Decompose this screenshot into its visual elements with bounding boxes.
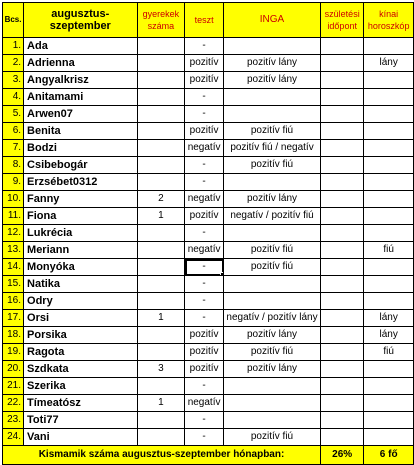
name-cell[interactable]: Natika — [24, 276, 137, 293]
test-cell[interactable]: pozitív — [185, 123, 224, 140]
horoscope-cell[interactable]: lány — [364, 55, 414, 72]
kids-cell[interactable] — [137, 140, 185, 157]
test-cell[interactable]: - — [185, 157, 224, 174]
header-test[interactable]: teszt — [185, 3, 224, 38]
kids-cell[interactable] — [137, 174, 185, 191]
horoscope-cell[interactable] — [364, 89, 414, 106]
name-cell[interactable]: Szdkata — [24, 361, 137, 378]
kids-cell[interactable] — [137, 378, 185, 395]
table-row — [3, 191, 414, 208]
table-row — [3, 225, 414, 242]
birth-cell[interactable] — [321, 276, 364, 293]
kids-cell[interactable] — [137, 293, 185, 310]
row-number[interactable]: 5. — [3, 106, 24, 123]
table-row — [3, 157, 414, 174]
row-number[interactable]: 2. — [3, 55, 24, 72]
header-number[interactable]: Bcs. — [3, 3, 24, 38]
footer-row — [3, 446, 414, 465]
birth-cell[interactable] — [321, 293, 364, 310]
inga-cell[interactable]: pozitív fiú / negatív — [224, 140, 321, 157]
horoscope-cell[interactable] — [364, 157, 414, 174]
table-row — [3, 429, 414, 446]
test-cell[interactable]: - — [185, 225, 224, 242]
table-row — [3, 140, 414, 157]
name-cell[interactable]: Erzsébet0312 — [24, 174, 137, 191]
inga-cell[interactable] — [224, 38, 321, 55]
table-row — [3, 55, 414, 72]
inga-cell[interactable] — [224, 225, 321, 242]
test-cell[interactable]: negatív — [185, 395, 224, 412]
name-cell[interactable]: Lukrécia — [24, 225, 137, 242]
row-number[interactable]: 15. — [3, 276, 24, 293]
row-number[interactable]: 20. — [3, 361, 24, 378]
kids-cell[interactable] — [137, 72, 185, 89]
birth-cell[interactable] — [321, 157, 364, 174]
birth-cell[interactable] — [321, 310, 364, 327]
kids-cell[interactable] — [137, 412, 185, 429]
name-cell[interactable]: Vani — [24, 429, 137, 446]
inga-cell[interactable]: negatív / pozitív lány — [224, 310, 321, 327]
table-row — [3, 344, 414, 361]
test-cell[interactable]: - — [185, 89, 224, 106]
header-kids[interactable]: gyerekek száma — [137, 3, 185, 38]
row-number[interactable]: 23. — [3, 412, 24, 429]
name-cell[interactable]: Odry — [24, 293, 137, 310]
birth-cell[interactable] — [321, 38, 364, 55]
test-cell[interactable]: - — [185, 276, 224, 293]
birth-cell[interactable] — [321, 123, 364, 140]
kids-cell[interactable] — [137, 429, 185, 446]
header-name[interactable]: augusztus-szeptember — [24, 3, 137, 38]
birth-cell[interactable] — [321, 429, 364, 446]
inga-cell[interactable] — [224, 276, 321, 293]
footer-label[interactable]: Kismamik száma augusztus-szeptember hónapban: — [3, 446, 321, 465]
horoscope-cell[interactable] — [364, 225, 414, 242]
name-cell[interactable]: Benita — [24, 123, 137, 140]
inga-cell[interactable]: pozitív lány — [224, 55, 321, 72]
birth-cell[interactable] — [321, 106, 364, 123]
horoscope-cell[interactable] — [364, 72, 414, 89]
name-cell[interactable]: Monyóka — [24, 259, 137, 276]
kids-cell[interactable] — [137, 225, 185, 242]
kids-cell[interactable]: 1 — [137, 208, 185, 225]
kids-cell[interactable] — [137, 276, 185, 293]
inga-cell[interactable]: negatív / pozitív fiú — [224, 208, 321, 225]
row-number[interactable]: 10. — [3, 191, 24, 208]
table-row — [3, 327, 414, 344]
horoscope-cell[interactable] — [364, 174, 414, 191]
row-number[interactable]: 17. — [3, 310, 24, 327]
row-number[interactable]: 12. — [3, 225, 24, 242]
test-cell[interactable]: pozitív — [185, 361, 224, 378]
name-cell[interactable]: Szerika — [24, 378, 137, 395]
header-horoscope[interactable]: kínai horoszkóp — [364, 3, 414, 38]
birth-cell[interactable] — [321, 361, 364, 378]
horoscope-cell[interactable] — [364, 361, 414, 378]
birth-cell[interactable] — [321, 140, 364, 157]
kids-cell[interactable]: 1 — [137, 395, 185, 412]
inga-cell[interactable] — [224, 174, 321, 191]
test-cell[interactable]: negatív — [185, 140, 224, 157]
horoscope-cell[interactable] — [364, 38, 414, 55]
birth-cell[interactable] — [321, 55, 364, 72]
birth-cell[interactable] — [321, 72, 364, 89]
header-birth[interactable]: születési időpont — [321, 3, 364, 38]
table-row — [3, 72, 414, 89]
spreadsheet-table — [2, 2, 414, 465]
birth-cell[interactable] — [321, 191, 364, 208]
inga-cell[interactable]: pozitív fiú — [224, 242, 321, 259]
table-row — [3, 242, 414, 259]
inga-cell[interactable]: pozitív lány — [224, 361, 321, 378]
row-number[interactable]: 21. — [3, 378, 24, 395]
test-cell[interactable]: negatív — [185, 242, 224, 259]
birth-cell[interactable] — [321, 259, 364, 276]
inga-cell[interactable] — [224, 395, 321, 412]
row-number[interactable]: 22. — [3, 395, 24, 412]
inga-cell[interactable] — [224, 378, 321, 395]
test-cell[interactable]: - — [185, 174, 224, 191]
table-row — [3, 361, 414, 378]
table-row — [3, 89, 414, 106]
horoscope-cell[interactable] — [364, 412, 414, 429]
test-cell[interactable]: - — [185, 412, 224, 429]
birth-cell[interactable] — [321, 327, 364, 344]
test-cell[interactable]: - — [185, 378, 224, 395]
name-cell[interactable]: Csibebogár — [24, 157, 137, 174]
name-cell[interactable]: Orsi — [24, 310, 137, 327]
birth-cell[interactable] — [321, 378, 364, 395]
horoscope-cell[interactable] — [364, 191, 414, 208]
table-row — [3, 208, 414, 225]
birth-cell[interactable] — [321, 242, 364, 259]
name-cell[interactable]: Toti77 — [24, 412, 137, 429]
horoscope-cell[interactable] — [364, 140, 414, 157]
table-row — [3, 276, 414, 293]
birth-cell[interactable] — [321, 174, 364, 191]
table-row — [3, 412, 414, 429]
row-number[interactable]: 8. — [3, 157, 24, 174]
birth-cell[interactable] — [321, 344, 364, 361]
kids-cell[interactable] — [137, 242, 185, 259]
horoscope-cell[interactable]: fiú — [364, 344, 414, 361]
row-number[interactable]: 24. — [3, 429, 24, 446]
name-cell[interactable]: Arwen07 — [24, 106, 137, 123]
test-cell[interactable]: - — [185, 310, 224, 327]
kids-cell[interactable] — [137, 123, 185, 140]
test-cell[interactable]: pozitív — [185, 208, 224, 225]
kids-cell[interactable] — [137, 89, 185, 106]
test-cell[interactable]: - — [185, 106, 224, 123]
kids-cell[interactable] — [137, 259, 185, 276]
row-number[interactable]: 9. — [3, 174, 24, 191]
horoscope-cell[interactable] — [364, 395, 414, 412]
row-number[interactable]: 16. — [3, 293, 24, 310]
test-cell[interactable]: pozitív — [185, 72, 224, 89]
inga-cell[interactable]: pozitív lány — [224, 327, 321, 344]
name-cell[interactable]: Meriann — [24, 242, 137, 259]
footer-percent[interactable]: 26% — [321, 446, 364, 465]
table-row — [3, 106, 414, 123]
test-cell[interactable]: pozitív — [185, 327, 224, 344]
birth-cell[interactable] — [321, 225, 364, 242]
horoscope-cell[interactable] — [364, 106, 414, 123]
name-cell[interactable]: Adrienna — [24, 55, 137, 72]
inga-cell[interactable] — [224, 412, 321, 429]
name-cell[interactable]: Ada — [24, 38, 137, 55]
inga-cell[interactable] — [224, 89, 321, 106]
kids-cell[interactable]: 2 — [137, 191, 185, 208]
header-inga[interactable]: INGA — [224, 3, 321, 38]
birth-cell[interactable] — [321, 208, 364, 225]
inga-cell[interactable]: pozitív fiú — [224, 259, 321, 276]
row-number[interactable]: 13. — [3, 242, 24, 259]
birth-cell[interactable] — [321, 412, 364, 429]
kids-cell[interactable] — [137, 327, 185, 344]
row-number[interactable]: 4. — [3, 89, 24, 106]
inga-cell[interactable]: pozitív fiú — [224, 157, 321, 174]
inga-cell[interactable]: pozitív lány — [224, 72, 321, 89]
horoscope-cell[interactable] — [364, 276, 414, 293]
name-cell[interactable]: Tímeatósz — [24, 395, 137, 412]
table-row — [3, 38, 414, 55]
horoscope-cell[interactable]: lány — [364, 310, 414, 327]
row-number[interactable]: 14. — [3, 259, 24, 276]
horoscope-cell[interactable] — [364, 293, 414, 310]
kids-cell[interactable] — [137, 106, 185, 123]
test-cell[interactable]: - — [185, 259, 224, 276]
test-cell[interactable]: negatív — [185, 191, 224, 208]
horoscope-cell[interactable] — [364, 259, 414, 276]
row-number[interactable]: 18. — [3, 327, 24, 344]
name-cell[interactable]: Porsika — [24, 327, 137, 344]
header-row — [3, 3, 414, 38]
name-cell[interactable]: Anitamami — [24, 89, 137, 106]
test-cell[interactable]: pozitív — [185, 344, 224, 361]
row-number[interactable]: 19. — [3, 344, 24, 361]
table-row — [3, 293, 414, 310]
horoscope-cell[interactable] — [364, 123, 414, 140]
row-number[interactable]: 7. — [3, 140, 24, 157]
kids-cell[interactable] — [137, 38, 185, 55]
test-cell[interactable]: - — [185, 38, 224, 55]
table-row — [3, 259, 414, 276]
kids-cell[interactable] — [137, 157, 185, 174]
inga-cell[interactable]: pozitív fiú — [224, 429, 321, 446]
table-row — [3, 378, 414, 395]
birth-cell[interactable] — [321, 395, 364, 412]
test-cell[interactable]: pozitív — [185, 55, 224, 72]
birth-cell[interactable] — [321, 89, 364, 106]
table-row — [3, 310, 414, 327]
name-cell[interactable]: Fanny — [24, 191, 137, 208]
inga-cell[interactable]: pozitív fiú — [224, 123, 321, 140]
inga-cell[interactable]: pozitív lány — [224, 191, 321, 208]
test-cell[interactable]: - — [185, 293, 224, 310]
table-row — [3, 395, 414, 412]
horoscope-cell[interactable]: lány — [364, 327, 414, 344]
horoscope-cell[interactable] — [364, 429, 414, 446]
name-cell[interactable]: Fiona — [24, 208, 137, 225]
row-number[interactable]: 6. — [3, 123, 24, 140]
kids-cell[interactable] — [137, 55, 185, 72]
kids-cell[interactable]: 1 — [137, 310, 185, 327]
row-number[interactable]: 1. — [3, 38, 24, 55]
kids-cell[interactable]: 3 — [137, 361, 185, 378]
row-number[interactable]: 3. — [3, 72, 24, 89]
footer-count[interactable]: 6 fő — [364, 446, 414, 465]
row-number[interactable]: 11. — [3, 208, 24, 225]
horoscope-cell[interactable]: fiú — [364, 242, 414, 259]
table-row — [3, 123, 414, 140]
table-row — [3, 174, 414, 191]
horoscope-cell[interactable] — [364, 208, 414, 225]
name-cell[interactable]: Ragota — [24, 344, 137, 361]
name-cell[interactable]: Bodzi — [24, 140, 137, 157]
kids-cell[interactable] — [137, 344, 185, 361]
test-cell[interactable]: - — [185, 429, 224, 446]
name-cell[interactable]: Angyalkrisz — [24, 72, 137, 89]
inga-cell[interactable]: pozitív fiú — [224, 344, 321, 361]
horoscope-cell[interactable] — [364, 378, 414, 395]
inga-cell[interactable] — [224, 293, 321, 310]
inga-cell[interactable] — [224, 106, 321, 123]
